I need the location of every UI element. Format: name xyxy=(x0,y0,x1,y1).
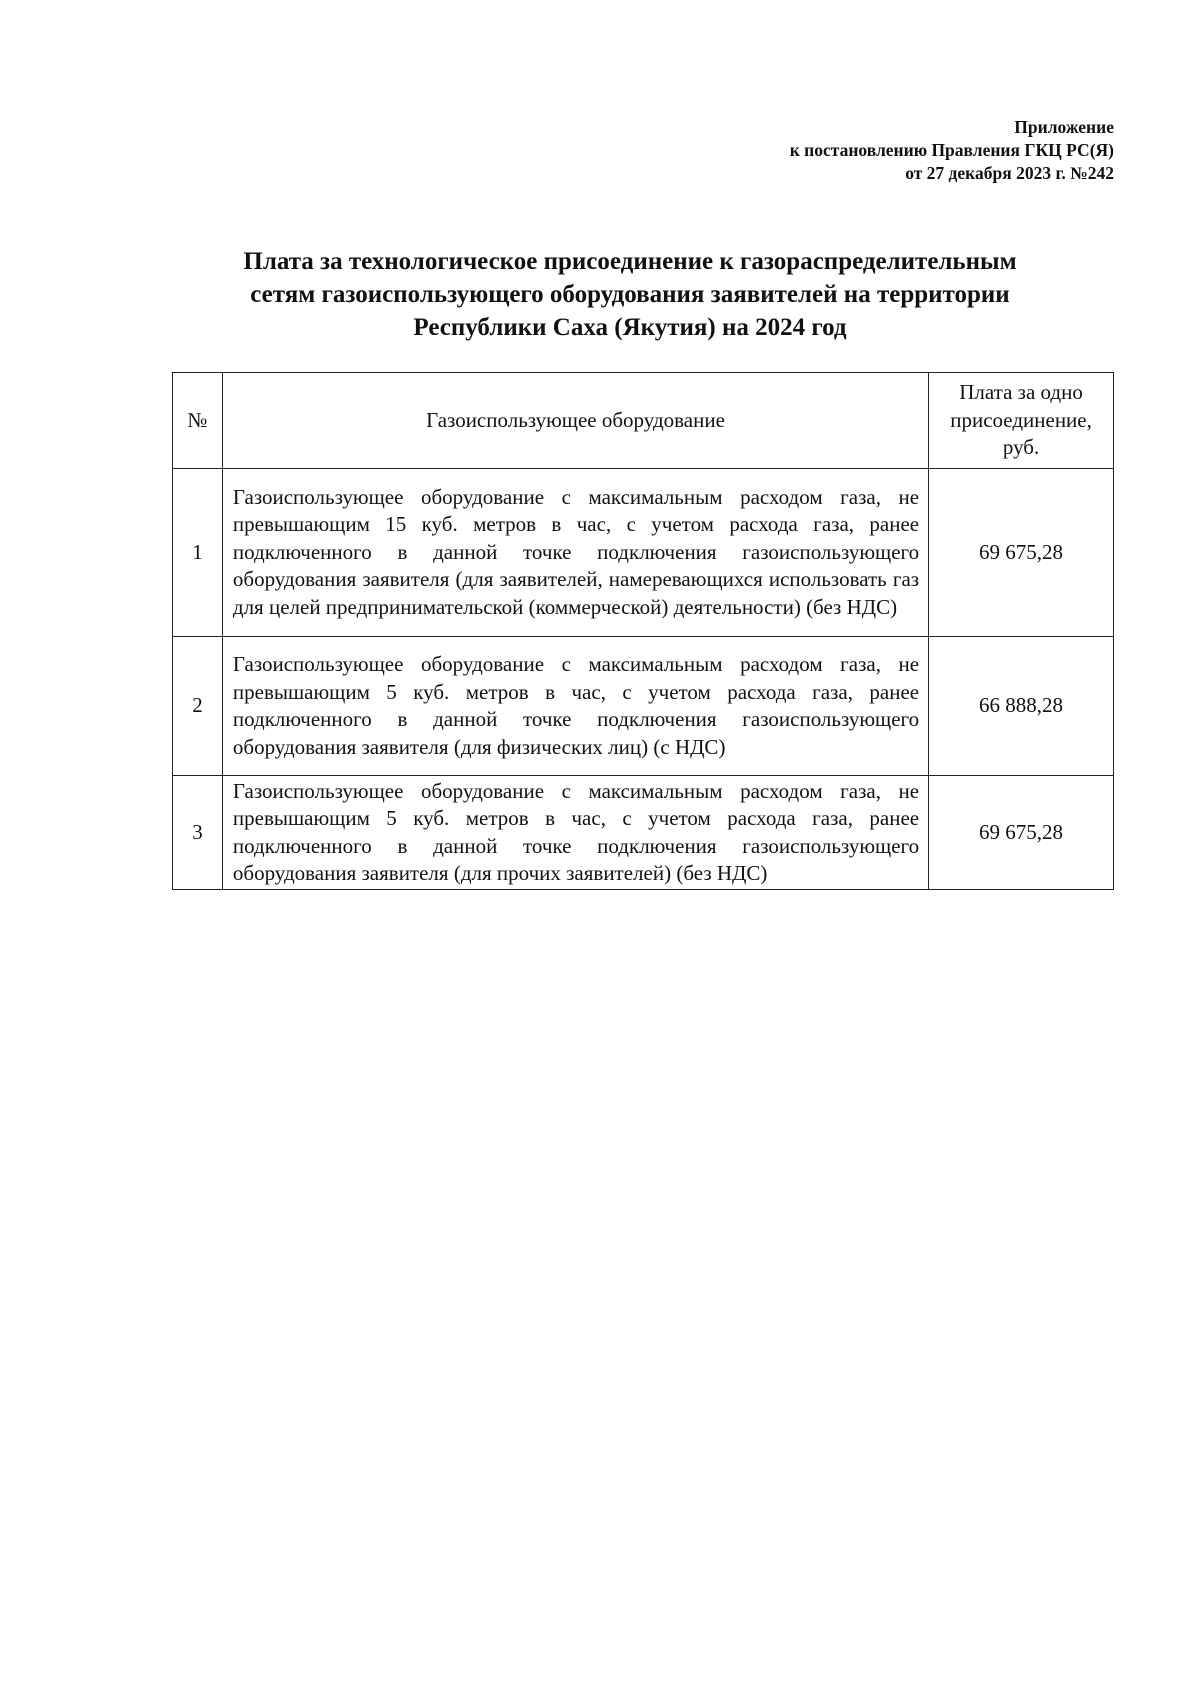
document-title xyxy=(170,245,1090,344)
row-equipment xyxy=(222,469,928,637)
tariff-table xyxy=(172,372,1114,890)
row-equipment-text: Газоиспользующее оборудование с максимальным расходом газа, не превышающим 5 куб. метров в час, с учетом расхода газа, ранее подключенного в данной точке подключения газоиспользующего оборудования заявителя (для физических лиц) (с НДС) xyxy=(232,652,920,759)
title-line-3: Республики Саха (Якутия) на 2024 год xyxy=(413,314,847,341)
row-price: 66 888,28 xyxy=(929,637,1114,776)
table-row xyxy=(173,776,1114,890)
row-equipment xyxy=(222,776,928,890)
approval-line-date: от 27 декабря 2023 г. №242 xyxy=(905,163,1114,183)
approval-line-appendix: Приложение xyxy=(1014,117,1114,137)
row-num: 3 xyxy=(173,776,223,890)
row-price: 69 675,28 xyxy=(929,469,1114,637)
approval-line-resolution: к постановлению Правления ГКЦ РС(Я) xyxy=(789,140,1114,160)
header-num: № xyxy=(173,373,223,469)
row-equipment-text: Газоиспользующее оборудование с максимальным расходом газа, не превышающим 5 куб. метров в час, с учетом расхода газа, ранее подключенного в данной точке подключения газоиспользующего оборудования заявителя (для прочих заявителей) (без НДС) xyxy=(232,778,920,885)
row-num: 2 xyxy=(173,637,223,776)
approval-header xyxy=(790,116,1114,185)
title-line-1: Плата за технологическое присоединение к газораспределительным xyxy=(243,248,1017,275)
title-line-2: сетям газоиспользующего оборудования заявителей на территории xyxy=(250,281,1010,308)
header-equipment: Газоиспользующее оборудование xyxy=(222,373,928,469)
table-row xyxy=(173,469,1114,637)
header-price xyxy=(929,373,1114,469)
row-equipment xyxy=(222,637,928,776)
header-price-label: Плата за одно присоединение, руб. xyxy=(950,380,1092,460)
table-row xyxy=(173,637,1114,776)
table-header-row xyxy=(173,373,1114,469)
row-num: 1 xyxy=(173,469,223,637)
row-price: 69 675,28 xyxy=(929,776,1114,890)
row-equipment-text: Газоиспользующее оборудование с максимальным расходом газа, не превышающим 15 куб. метров в час, с учетом расхода газа, ранее подключенного в данной точке подключения газоиспользующего оборудования заявителя (для заявителей, намеревающихся использовать газ для целей предпринимательской (коммерческой) деятельности) (без НДС) xyxy=(232,484,920,619)
